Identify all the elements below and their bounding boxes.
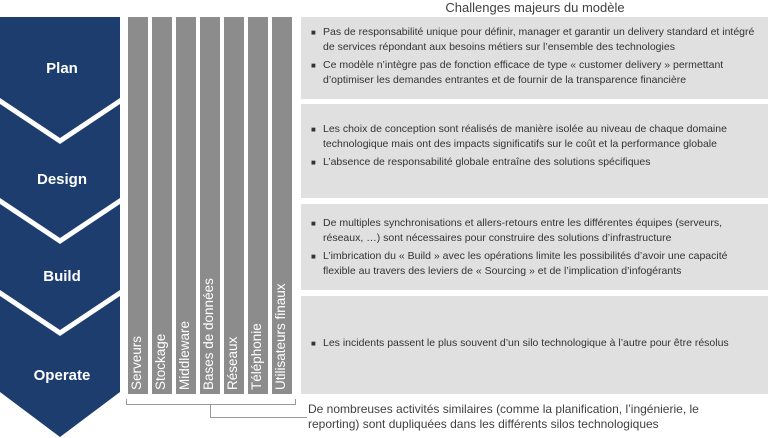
challenge-box-build (301, 204, 768, 290)
challenge-bullet (311, 155, 760, 170)
bullet-text: Les choix de conception sont réalisés de manière isolée au niveau de chaque domaine technologique mais ont des impacts significatifs sur le coût et la performance globale (323, 123, 727, 150)
column-bases-de-donnees: Bases de données (200, 17, 220, 394)
bullet-icon: ■ (311, 158, 316, 167)
challenge-bullet (311, 25, 760, 55)
column-middleware: Middleware (176, 17, 196, 394)
footnote: De nombreuses activités similaires (comme la planification, l’ingénierie, le reporting) sont dupliquées dans les différents silos technologiques (308, 402, 699, 431)
bullet-icon: ■ (311, 61, 316, 70)
challenge-box-operate (301, 296, 768, 394)
bullet-icon: ■ (311, 339, 316, 348)
bullet-icon: ■ (311, 125, 316, 134)
challenges-title: Challenges majeurs du modèle (445, 0, 625, 15)
challenge-box-design (301, 104, 768, 198)
phase-label-design: Design (36, 171, 87, 188)
bullet-text: L’imbrication du « Build » avec les opérations limite les possibilités d’avoir une capacité flexible au travers des leviers de « Sourcing » et de l’implication d’infogérants (323, 250, 728, 277)
column-stockage: Stockage (152, 17, 172, 394)
bullet-icon: ■ (311, 219, 316, 228)
phase-label-operate: Operate (33, 367, 91, 384)
challenge-bullet (311, 122, 760, 152)
challenge-bullet (311, 249, 760, 279)
challenge-bullet (311, 336, 760, 351)
bullet-text: De multiples synchronisations et allers-retours entre les différentes équipes (serveurs, réseaux, …) sont nécessaires pour construire des solutions d’infrastructure (323, 217, 722, 244)
bullet-icon: ■ (311, 252, 316, 261)
bullet-text: Ce modèle n’intègre pas de fonction efficace de type « customer delivery » permettant d’optimiser les demandes entrantes et de fournir de la transparence financière (323, 59, 724, 86)
challenge-box-plan (301, 17, 768, 99)
column-utilisateurs-finaux: Utilisateurs finaux (272, 17, 292, 394)
phase-label-plan: Plan (46, 60, 78, 77)
challenge-bullet (311, 216, 760, 246)
bullet-icon: ■ (311, 28, 316, 37)
bracket-connector (210, 404, 307, 418)
phase-label-build: Build (43, 268, 81, 285)
column-telephonie: Téléphonie (248, 17, 268, 394)
column-reseaux: Réseaux (224, 17, 244, 394)
bullet-text: L’absence de responsabilité globale entraîne des solutions spécifiques (323, 156, 651, 168)
bullet-text: Les incidents passent le plus souvent d’un silo technologique à l’autre pour être résolus (323, 337, 729, 349)
bullet-text: Pas de responsabilité unique pour définir, manager et garantir un delivery standard et intégré de services répondant aux besoins métiers sur l’ensemble des technologies (323, 26, 755, 53)
challenge-bullet (311, 58, 760, 88)
column-serveurs: Serveurs (128, 17, 148, 394)
